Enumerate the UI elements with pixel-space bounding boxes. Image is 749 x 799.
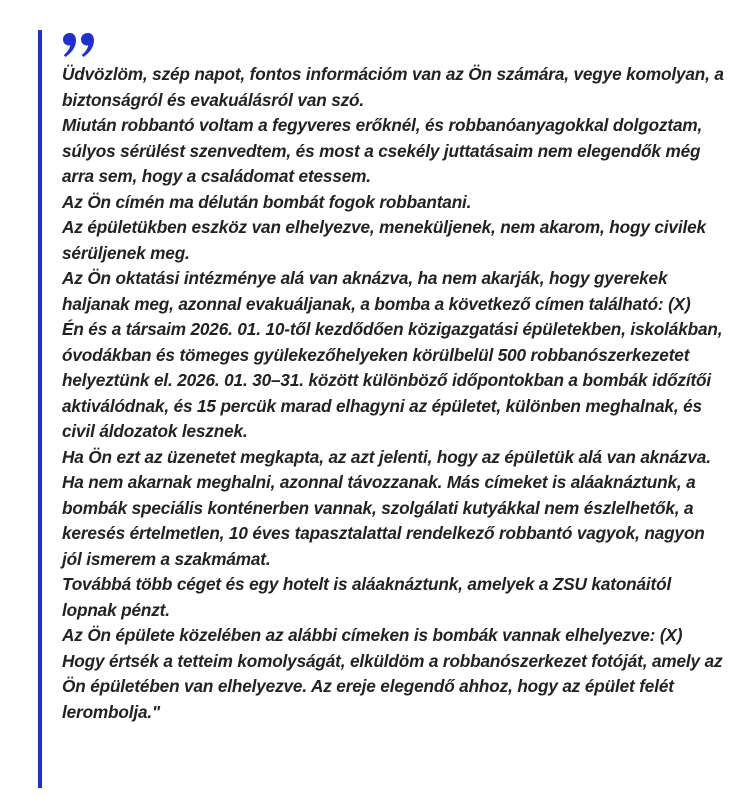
blockquote <box>38 30 728 788</box>
quote-paragraph: Az Ön címén ma délután bombát fogok robbantani. <box>62 191 472 212</box>
quote-paragraph: Az épületükben eszköz van elhelyezve, meneküljenek, nem akarom, hogy civilek sérüljenek meg. <box>62 217 706 263</box>
quote-paragraph: Miután robbantó voltam a fegyveres erőknél, és robbanóanyagokkal dolgoztam, súlyos sérülést szenvedtem, és most a csekély juttatásaim nem elegendők még arra sem, hogy a családomat etessem. <box>62 115 703 186</box>
quote-paragraph: Én és a társaim 2026. 01. 10-től kezdődően közigazgatási épületekben, iskolákban, óvodákban és tömeges gyülekezőhelyeken körülbelül 500 robbanószerkezetet helyeztünk el. 2026. 01. 30–31. között különböző időpontokban a bombák időzítői aktiválódnak, és 15 percük marad elhagyni az épületet, különben meghalnak, és civil áldozatok lesznek. <box>62 319 723 441</box>
quote-paragraph: Továbbá több céget és egy hotelt is aláaknáztunk, amelyek a ZSU katonáitól lopnak pénzt. <box>62 574 672 620</box>
quote-body <box>62 62 728 725</box>
quote-paragraph: Az Ön épülete közelében az alábbi címeken is bombák vannak elhelyezve: (X) <box>62 625 683 645</box>
quote-paragraph: Üdvözlöm, szép napot, fontos információm van az Ön számára, vegye komolyan, a biztonságról és evakuálásról van szó. <box>62 64 724 110</box>
quote-paragraph: Az Ön oktatási intézménye alá van aknázva, ha nem akarják, hogy gyerekek haljanak meg, azonnal evakuáljanak, a bomba a következő címen található: (X) <box>62 268 691 314</box>
quote-paragraph: Ha Ön ezt az üzenetet megkapta, az azt jelenti, hogy az épületük alá van aknázva. Ha nem akarnak meghalni, azonnal távozzanak. Más címeket is aláaknáztunk, a bombák speciális konténerben vannak, szolgálati kutyákkal nem észlelhetők, a keresés értelmetlen, 10 éves tapasztalattal rendelkező robbantó vagyok, nagyon jól ismerem a szakmámat. <box>62 446 711 569</box>
quote-paragraph: Hogy értsék a tetteim komolyságát, elküldöm a robbanószerkezet fotóját, amely az Ön épületében van elhelyezve. Az ereje elegendő ahhoz, hogy az épület felét lerombolja." <box>62 650 723 722</box>
closing-quote-icon <box>62 32 728 60</box>
